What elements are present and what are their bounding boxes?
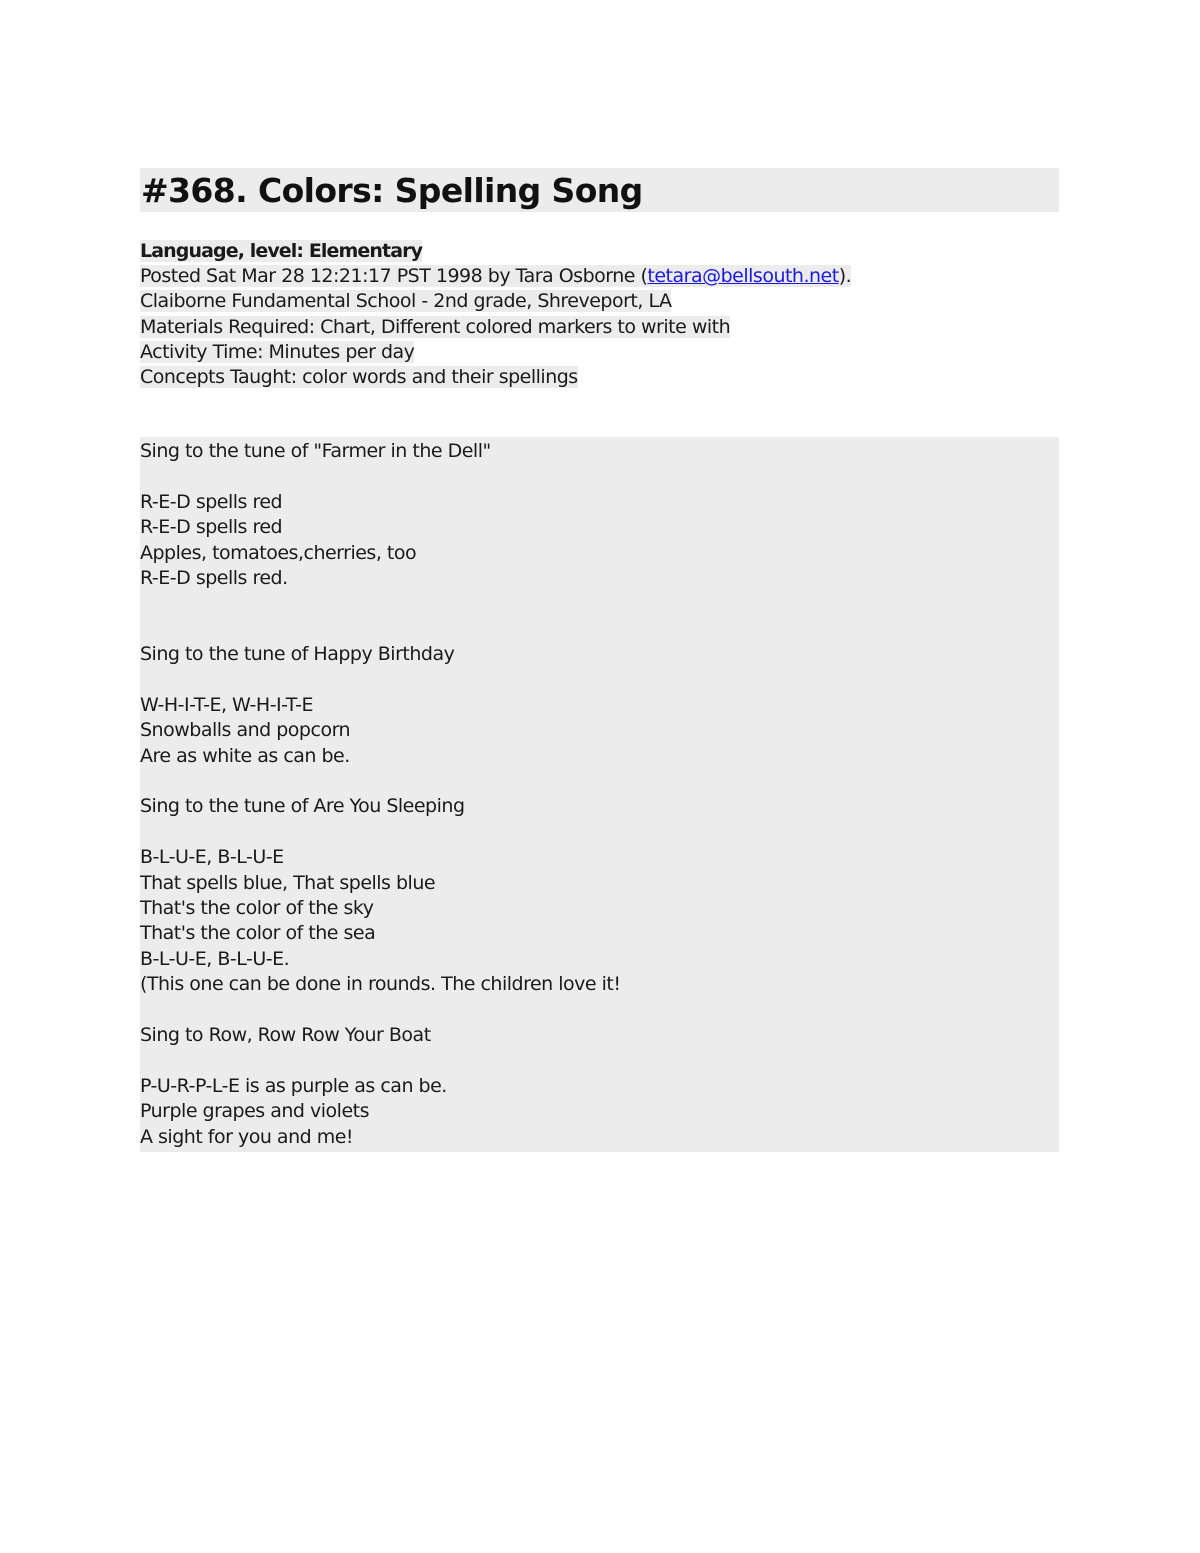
body-line: W-H-I-T-E, W-H-I-T-E (140, 693, 313, 716)
body-line: Apples, tomatoes,cherries, too (140, 541, 417, 564)
body-line: Sing to the tune of Happy Birthday (140, 643, 455, 666)
meta-materials-line (140, 315, 851, 340)
body-line: That's the color of the sea (140, 922, 376, 945)
lesson-meta (140, 239, 851, 390)
concepts-taught: Concepts Taught: color words and their spellings (140, 365, 578, 388)
meta-subject-line (140, 239, 851, 264)
posted-prefix: Posted Sat Mar 28 12:21:17 PST 1998 by Tara Osborne ( (140, 265, 648, 288)
body-line (140, 769, 620, 794)
meta-posted-line (140, 264, 851, 289)
subject-level: Language, level: Elementary (140, 240, 423, 262)
body-line: Purple grapes and violets (140, 1100, 369, 1123)
body-line: Sing to the tune of Are You Sleeping (140, 795, 465, 818)
posted-suffix: ). (838, 265, 852, 288)
materials-required: Materials Required: Chart, Different colored markers to write with (140, 315, 731, 338)
author-email-link[interactable]: tetara@bellsouth.net (647, 265, 839, 288)
body-line: R-E-D spells red (140, 516, 283, 539)
body-line (140, 820, 620, 845)
body-line (140, 464, 620, 489)
body-line: That's the color of the sky (140, 897, 374, 920)
meta-school-line (140, 289, 851, 314)
meta-activity-line (140, 340, 851, 365)
body-line: (This one can be done in rounds. The children love it! (140, 973, 621, 996)
page-title: #368. Colors: Spelling Song (141, 171, 643, 210)
meta-concepts-line (140, 365, 851, 390)
body-line: That spells blue, That spells blue (140, 871, 436, 894)
body-line (140, 998, 620, 1023)
body-line (140, 1048, 620, 1073)
body-line: P-U-R-P-L-E is as purple as can be. (140, 1074, 447, 1097)
body-line: Are as white as can be. (140, 744, 350, 767)
lesson-body (140, 439, 620, 1150)
body-line: Snowballs and popcorn (140, 719, 351, 742)
body-line: Sing to the tune of "Farmer in the Dell" (140, 440, 491, 462)
body-line: B-L-U-E, B-L-U-E. (140, 947, 290, 970)
body-line (140, 591, 620, 616)
school-info: Claiborne Fundamental School - 2nd grade, Shreveport, LA (140, 290, 672, 313)
activity-time: Activity Time: Minutes per day (140, 340, 415, 363)
posted-info (140, 265, 851, 287)
body-line (140, 617, 620, 642)
body-line: Sing to Row, Row Row Your Boat (140, 1023, 431, 1046)
body-line: A sight for you and me! (140, 1125, 354, 1148)
body-line: R-E-D spells red. (140, 566, 288, 589)
body-line: B-L-U-E, B-L-U-E (140, 846, 284, 869)
body-line (140, 668, 620, 693)
body-line: R-E-D spells red (140, 490, 283, 513)
